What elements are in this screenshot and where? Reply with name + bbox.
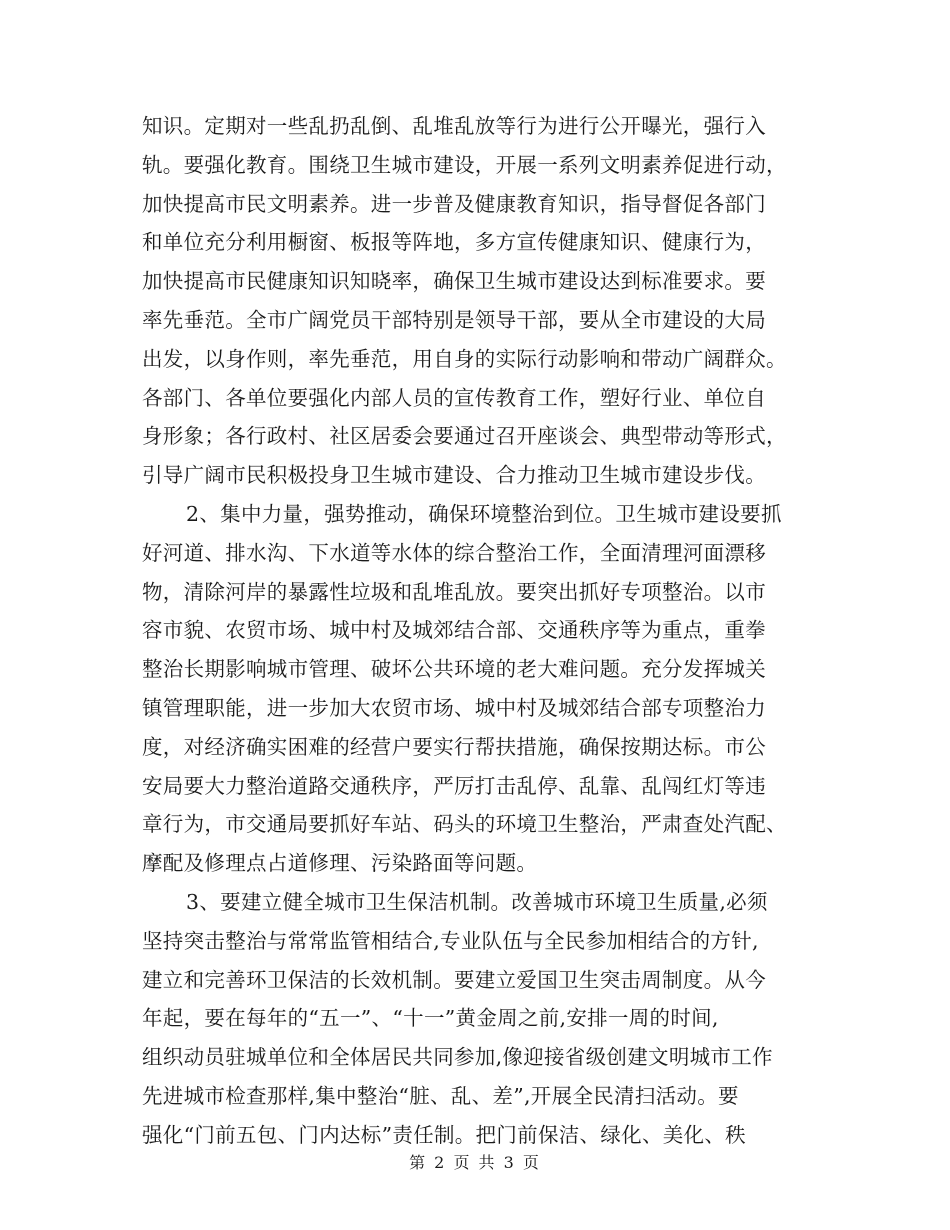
text-line: 镇管理职能，进一步加大农贸市场、城中村及城郊结合部专项整治力 <box>142 695 766 720</box>
text-line: 度，对经济确实困难的经营户要实行帮扶措施，确保按期达标。市公 <box>142 734 766 759</box>
text-line: 摩配及修理点占道修理、污染路面等问题。 <box>142 851 538 876</box>
text-line: 坚持突击整治与常常监管相结合,专业队伍与全民参加相结合的方针, <box>142 928 759 953</box>
text-line: 安局要大力整治道路交通秩序，严厉打击乱停、乱靠、乱闯红灯等违 <box>142 773 766 798</box>
text-line: 年起，要在每年的“五一”、“十一”黄金周之前,安排一周的时间, <box>142 1006 719 1031</box>
text-line: 建立和完善环卫保洁的长效机制。要建立爱国卫生突击周制度。从今 <box>142 967 766 992</box>
text-line: 物，清除河岸的暴露性垃圾和乱堆乱放。要突出抓好专项整治。以市 <box>142 579 766 604</box>
text-line: 知识。定期对一些乱扔乱倒、乱堆乱放等行为进行公开曝光，强行入 <box>142 114 766 138</box>
text-line: 轨。要强化教育。围绕卫生城市建设，开展一系列文明素养促进行动， <box>142 152 787 177</box>
text-line: 章行为，市交通局要抓好车站、码头的环境卫生整治，严肃查处汽配、 <box>142 812 787 837</box>
text-line: 和单位充分利用橱窗、板报等阵地，多方宣传健康知识、健康行为， <box>142 230 766 255</box>
text-line: 强化“门前五包、门内达标”责任制。把门前保洁、绿化、美化、秩 <box>142 1122 746 1147</box>
text-line: 组织动员驻城单位和全体居民共同参加,像迎接省级创建文明城市工作 <box>142 1045 773 1070</box>
text-line: 身形象；各行政村、社区居委会要通过召开座谈会、典型带动等形式， <box>142 424 787 449</box>
text-line: 加快提高市民健康知识知晓率，确保卫生城市建设达到标准要求。要 <box>142 269 766 294</box>
document-body <box>142 107 810 1155</box>
text-line: 好河道、排水沟、下水道等水体的综合整治工作，全面清理河面漂移 <box>142 540 766 565</box>
text-line: 3、要建立健全城市卫生保洁机制。改善城市环境卫生质量,必须 <box>186 889 768 914</box>
page-footer: 第 2 页 共 3 页 <box>409 1153 541 1172</box>
text-line: 容市貌、农贸市场、城中村及城郊结合部、交通秩序等为重点，重拳 <box>142 618 766 643</box>
text-line: 加快提高市民文明素养。进一步普及健康教育知识，指导督促各部门 <box>142 191 766 216</box>
text-line: 引导广阔市民积极投身卫生城市建设、合力推动卫生城市建设步伐。 <box>142 463 766 488</box>
text-line: 率先垂范。全市广阔党员干部特别是领导干部，要从全市建设的大局 <box>142 307 766 332</box>
text-line: 先进城市检查那样,集中整治“脏、乱、差”,开展全民清扫活动。要 <box>142 1083 739 1108</box>
text-line: 各部门、各单位要强化内部人员的宣传教育工作，塑好行业、单位自 <box>142 385 766 410</box>
text-line: 出发，以身作则，率先垂范，用自身的实际行动影响和带动广阔群众。 <box>142 346 787 371</box>
text-line: 2、集中力量，强势推动，确保环境整治到位。卫生城市建设要抓 <box>186 501 782 526</box>
text-line: 整治长期影响城市管理、破坏公共环境的老大难问题。充分发挥城关 <box>142 657 766 682</box>
